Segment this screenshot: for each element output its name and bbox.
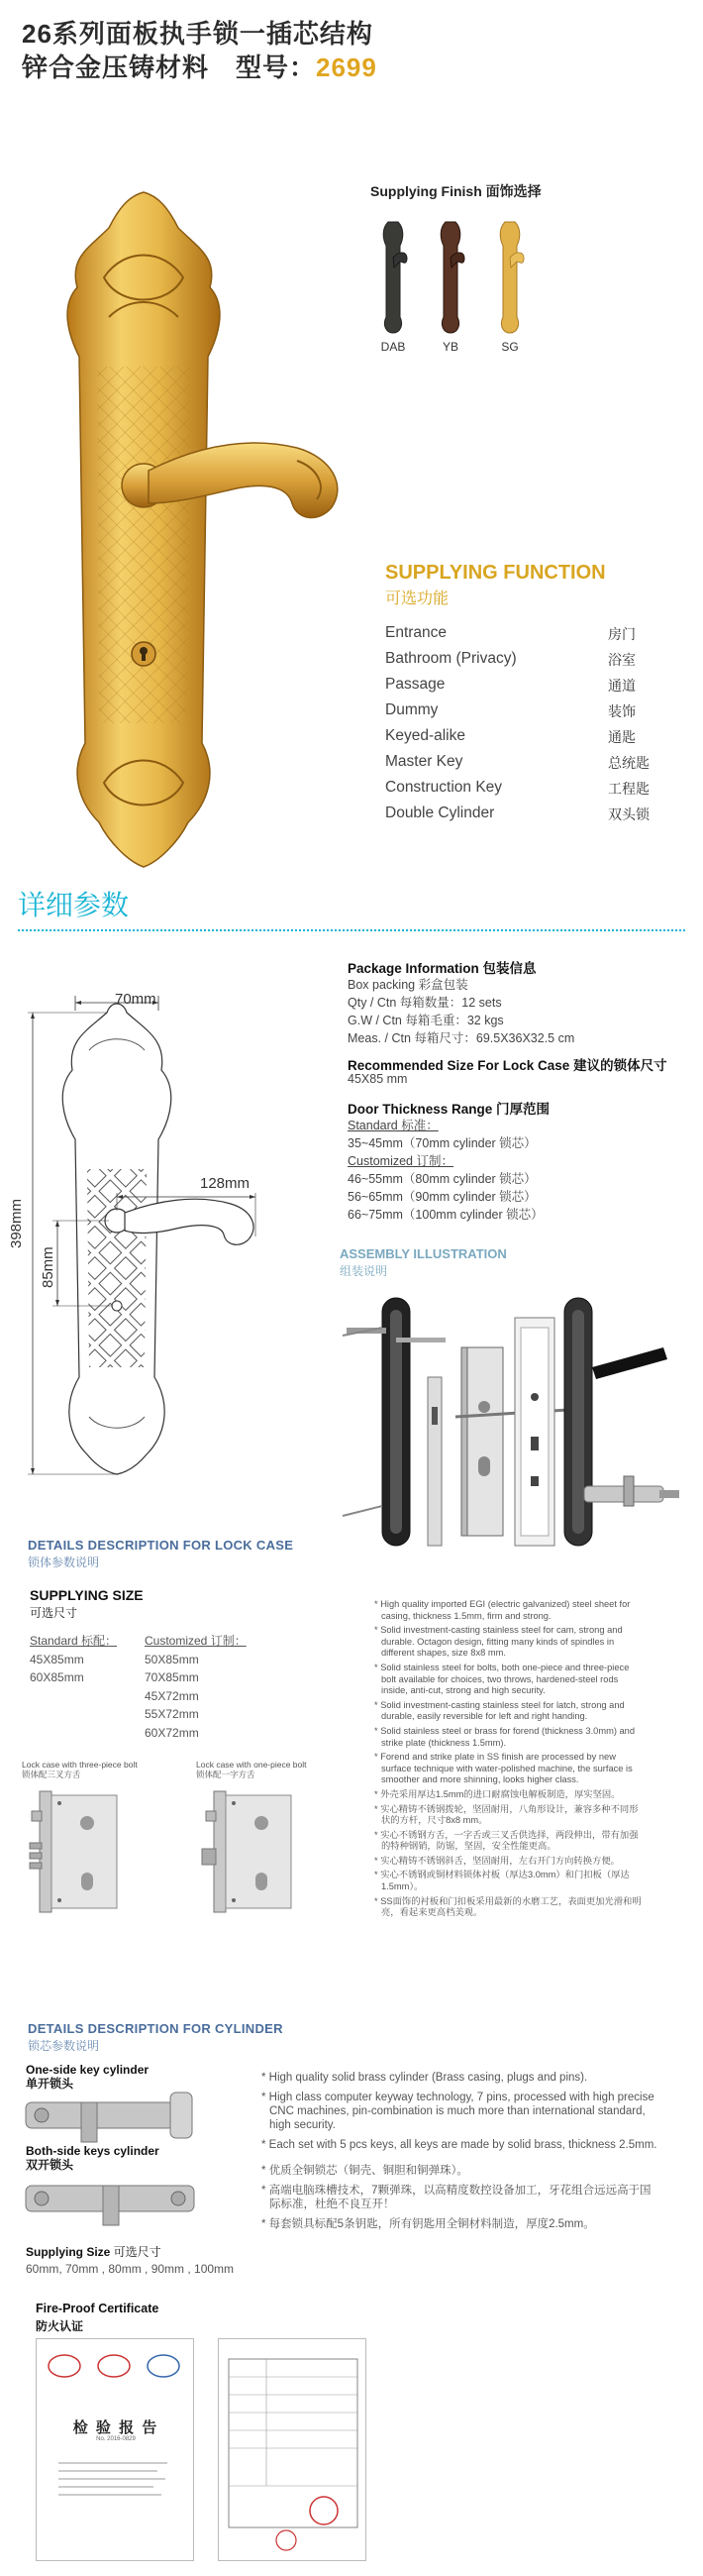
lock-case-features: * High quality imported EGI (electric galvanized) steel sheet for casing, thickness 1.5mm, firm and strong. * Solid investment-casting stainless steel for cam, strong and durable. Octagon design, fitting many kinds of spindles in different shapes, size 8x8 mm. * Solid stainless steel for bolts, both one-piece and three-piece bolt available for choices, two throws, hardened-steel rods inside, anti-cut, strong and high security. * Solid investment-casting stainless steel for latch, strong and durable, easily reversible for left and right handing. * Solid stainless steel or brass for forend (thickness 3.0mm) and strike plate (thickness 1.5mm). * Forend and strike plate in SS finish are processed by new surface technique with water-polished machine, the surface is smoother and more shinning, looks higher class. * 外壳采用厚达1.5mm的进口耐腐蚀电解板制造，厚实坚固。 * 实心精铸不锈钢拨轮，坚固耐用，八角形设计，兼容多种不同形状的方杆，尺寸8x8 mm。 * 实心不锈钢方舌，一字舌或三叉舌供选择，两段伸出，带有加强的特种钢销，防锯，坚固，安全性能更高。 * 实心精铸不锈钢斜舌，坚固耐用，左右开门方向转换方便。 * 实心不锈钢或铜材料锁体衬板（厚达3.0mm）和门扣板（厚达1.5mm）。 * SS面饰的衬板和门扣板采用最新的水磨工艺，表面更加光滑和明亮，看起来更高档美观。 [374, 1599, 642, 1918]
dim-height: 398mm [8, 1198, 25, 1248]
package-line: G.W / Ctn 每箱毛重：32 kgs [348, 1014, 504, 1027]
main-handle-image [50, 188, 366, 872]
certificate-cover [36, 2338, 194, 2561]
door-thickness-title: Door Thickness Range 门厚范围 [348, 1102, 551, 1117]
dim-center: 85mm [40, 1246, 56, 1288]
certificate-title: Fire-Proof Certificate [36, 2302, 159, 2315]
lock-case-caption-left: Lock case with three-piece bolt 锁体配三叉方舌 [22, 1760, 138, 1779]
package-title: Package Information 包装信息 [348, 961, 537, 976]
function-item: Entrance 房门 [385, 624, 636, 642]
function-title: SUPPLYING FUNCTION [385, 562, 606, 584]
door-customized-value: 56~65mm（90mm cylinder 锁芯） [348, 1190, 537, 1204]
dim-width: 70mm [115, 991, 156, 1008]
detail-section-title: 详细参数 [18, 890, 130, 920]
function-item: Construction Key 工程匙 [385, 779, 650, 797]
door-customized-value: 46~55mm（80mm cylinder 锁芯） [348, 1172, 537, 1186]
dim-lever: 128mm [200, 1175, 251, 1192]
certificate-text-lines [58, 2458, 173, 2508]
door-customized-label: Customized 订制： [348, 1154, 453, 1168]
lock-case-size-title: Recommended Size For Lock Case 建议的锁体尺寸 [348, 1058, 667, 1073]
both-side-cylinder-image [22, 2172, 200, 2227]
certificate-doc-number: No. 2016-0829 [96, 2436, 136, 2442]
lock-case-details-title: DETAILS DESCRIPTION FOR LOCK CASE [28, 1538, 294, 1553]
one-side-cylinder-image [22, 2089, 200, 2144]
custom-size-list: Customized 订制： 50X85mm 70X85mm 45X72mm 55X72mm 60X72mm [145, 1634, 247, 1740]
page-title-line1: 26系列面板执手锁一插芯结构 [22, 19, 373, 49]
finish-label-yb: YB [442, 340, 458, 354]
function-item: Keyed-alike 通匙 [385, 727, 636, 745]
certification-logos-icon [45, 2351, 187, 2381]
assembly-title: ASSEMBLY ILLUSTRATION [340, 1246, 507, 1261]
cylinder-details-subtitle: 锁芯参数说明 [28, 2039, 100, 2053]
certificate-table-lines [227, 2347, 359, 2555]
assembly-subtitle: 组装说明 [340, 1264, 388, 1278]
lock-case-one-bolt-image [196, 1783, 305, 1917]
function-item: Passage 通道 [385, 676, 636, 694]
door-standard-label: Standard 标准： [348, 1119, 439, 1132]
cylinder-features: * High quality solid brass cylinder (Brass casing, plugs and pins). * High class computer keyway technology, 7 pins, processed with high precise CNC machines, pin-combination is much more than international standard, high security. * Each set with 5 pcs keys, all keys are made by solid brass, thickness 2.5mm. * 优质全铜锁芯（铜壳、铜胆和铜弹珠）。 * 高端电脑珠槽技术，7颗弹珠，以高精度数控设备加工，牙花组合远远高于国际标准，杜绝不良互开！ * 每套锁具标配5条钥匙，所有钥匙用全铜材料制造，厚度2.5mm。 [261, 2072, 657, 2230]
function-item: Dummy 装饰 [385, 701, 636, 719]
model-number: 2699 [316, 53, 377, 82]
function-item: Double Cylinder 双头锁 [385, 805, 650, 822]
lock-case-caption-right: Lock case with one-piece bolt 锁体配一字方舌 [196, 1760, 307, 1779]
cylinder-size-label: Supplying Size 可选尺寸 [26, 2245, 161, 2259]
lock-case-details-subtitle: 锁体参数说明 [28, 1556, 100, 1569]
material-label: 锌合金压铸材料 型号： [22, 53, 317, 82]
lock-case-three-bolt-image [22, 1783, 131, 1917]
certificate-subtitle: 防火认证 [36, 2319, 84, 2333]
package-line: Qty / Ctn 每箱数量：12 sets [348, 996, 502, 1010]
door-customized-value: 66~75mm（100mm cylinder 锁芯） [348, 1208, 544, 1222]
both-side-cylinder-label: Both-side keys cylinder 双开锁头 [26, 2144, 159, 2172]
dimension-drawing [18, 991, 325, 1476]
function-item: Master Key 总统匙 [385, 753, 650, 771]
supplying-size-subtitle: 可选尺寸 [30, 1606, 78, 1620]
section-divider [18, 929, 685, 931]
function-item: Bathroom (Privacy) 浴室 [385, 650, 636, 668]
cylinder-details-title: DETAILS DESCRIPTION FOR CYLINDER [28, 2021, 283, 2036]
finish-swatch-dab [378, 218, 408, 335]
lock-case-size-value: 45X85 mm [348, 1072, 408, 1086]
finish-label-sg: SG [501, 340, 519, 354]
standard-size-list: Standard 标配： 45X85mm 60X85mm [30, 1634, 118, 1684]
supplying-size-title: SUPPLYING SIZE [30, 1587, 144, 1603]
door-standard-value: 35~45mm（70mm cylinder 锁芯） [348, 1136, 537, 1150]
page-title-line2 [22, 48, 377, 84]
one-side-cylinder-label: One-side key cylinder 单开锁头 [26, 2063, 150, 2091]
cylinder-sizes: 60mm, 70mm , 80mm , 90mm , 100mm [26, 2262, 235, 2276]
certificate-page [218, 2338, 366, 2561]
finish-swatch-yb [436, 218, 465, 335]
assembly-image [337, 1288, 688, 1556]
function-subtitle: 可选功能 [385, 590, 450, 607]
package-line: Box packing 彩盒包装 [348, 978, 468, 992]
finish-swatch-sg [495, 218, 525, 335]
finish-title: Supplying Finish 面饰选择 [370, 183, 542, 199]
certificate-doc-heading: 检 验 报 告 [72, 2419, 159, 2436]
finish-label-dab: DAB [380, 340, 406, 354]
package-line: Meas. / Ctn 每箱尺寸：69.5X36X32.5 cm [348, 1031, 575, 1045]
